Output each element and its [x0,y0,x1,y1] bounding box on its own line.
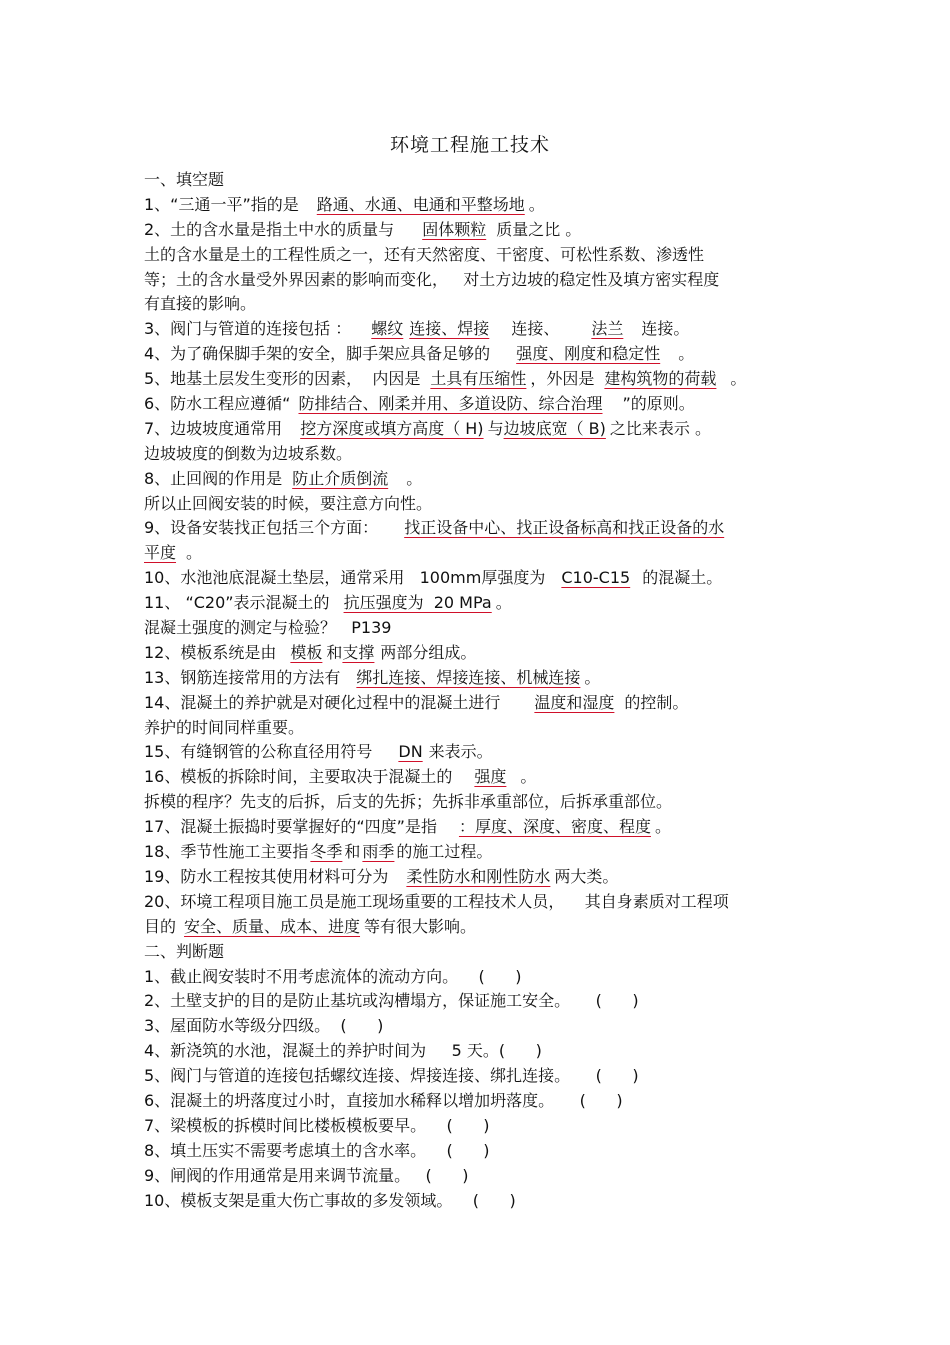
judge-item: 9、闸阀的作用通常是用来调节流量。 ( ) [144,1165,469,1185]
note-text: 混凝土强度的测定与检验？ P139 [144,618,392,638]
question-10: 10、水池池底混凝土垫层，通常采用 100mm厚强度为 C10-C15 的混凝土。 [144,568,723,588]
answer: 强度、刚度和稳定性 [516,344,661,364]
answer: 温度和湿度 [534,692,615,712]
answer: 法兰 [591,319,624,339]
question-3: 3、阀门与管道的连接包括 ： 螺纹 连接、焊接 连接、 法兰 连接。 [144,319,690,339]
question-8: 8、止回阀的作用是 防止介质倒流 。 [144,468,423,488]
question-5: 5、地基土层发生变形的因素， 内因是 土具有压缩性 ，外因是 建构筑物的荷载 。 [144,369,747,389]
note-text: 等；土的含水量受外界因素的影响而变化， 对土方边坡的稳定性及填方密实程度 [144,269,720,289]
question-19: 19、防水工程按其使用材料可分为 柔性防水和刚性防水 两大类。 [144,866,619,886]
answer: C10-C15 [561,568,631,588]
note-text: 养护的时间同样重要。 [144,717,305,737]
judge-item: 3、屋面防水等级分四级。 ( ) [144,1016,384,1036]
judge-item: 6、混凝土的坍落度过小时，直接加水稀释以增加坍落度。 ( ) [144,1090,623,1110]
answer: 安全、质量、成本、进度 [184,916,361,936]
judge-item: 10、模板支架是重大伤亡事故的多发领域。 ( ) [144,1190,516,1210]
question-9: 9、设备安装找正包括三个方面： 找正设备中心、找正设备标高和找正设备的水 [144,516,814,541]
answer: 防止介质倒流 [292,468,389,488]
section-heading: 一、填空题 [144,170,225,189]
question-15: 15、有缝钢管的公称直径用符号 DN 来表示。 [144,742,493,762]
answer: 连接、焊接 [409,319,490,339]
answer: 支撑 [342,642,375,662]
question-13: 13、钢筋连接常用的方法有 绑扎连接、焊接连接、机械连接 。 [144,667,601,687]
answer: 强度 [474,767,507,787]
question-12: 12、模板系统是由 模板 和支撑 两部分组成。 [144,642,477,662]
answer: 螺纹 [371,319,404,339]
question-4: 4、为了确保脚手架的安全，脚手架应具备足够的 强度、刚度和稳定性 。 [144,344,695,364]
answer: 挖方深度或填方高度（ H) [300,418,484,438]
answer: 找正设备中心、找正设备标高和找正设备的水 [404,518,725,538]
question-7: 7、边坡坡度通常用 挖方深度或填方高度（ H) 与边坡底宽（ B) 之比来表示 。 [144,418,711,438]
judge-item: 8、填土压实不需要考虑填土的含水率。 ( ) [144,1140,490,1160]
question-17: 17、混凝土振捣时要掌握好的“四度”是指 ：厚度、深度、密度、程度 。 [144,817,671,837]
note-text: 拆模的程序？先支的后拆，后支的先拆；先拆非承重部位，后拆承重部位。 [144,792,673,812]
answer: 固体颗粒 [422,219,487,239]
answer: 模板 [290,642,323,662]
question-11: 11、 “C20”表示混凝土的 抗压强度为 20 MPa 。 [144,593,512,613]
answer: 绑扎连接、焊接连接、机械连接 [356,667,581,687]
note-text: 所以止回阀安装的时候，要注意方向性。 [144,493,433,513]
question-2: 2、土的含水量是指土中水的质量与 固体颗粒 质量之比 。 [144,219,582,239]
judge-item: 2、土壁支护的目的是防止基坑或沟槽塌方，保证施工安全。 ( ) [144,991,639,1011]
answer: 边坡底宽（ B) [503,418,606,438]
judge-item: 7、梁模板的拆模时间比楼板模板要早。 ( ) [144,1115,490,1135]
answer: 土具有压缩性 [430,369,527,389]
judge-item: 1、截止阀安装时不用考虑流体的流动方向。 ( ) [144,966,522,986]
answer: 平度 [144,543,177,563]
question-20: 20、环境工程项目施工员是施工现场重要的工程技术人员， 其自身素质对工程项 [144,891,729,911]
document-body [144,168,814,1213]
answer: DN [398,742,423,762]
answer: 建构筑物的荷载 [604,369,717,389]
answer: 雨季 [362,842,395,862]
answer: 冬季 [310,842,343,862]
question-14: 14、混凝土的养护就是对硬化过程中的混凝土进行 温度和湿度 的控制。 [144,692,689,712]
question-20-cont: 目的 安全、质量、成本、进度 等有很大影响。 [144,916,477,936]
answer: 抗压强度为 20 MPa [343,593,492,613]
judge-item: 4、新浇筑的水池，混凝土的养护时间为 5 天。( ) [144,1041,542,1061]
answer: 路通、水通、电通和平整场地 [316,194,525,214]
answer: 柔性防水和刚性防水 [406,866,551,886]
note-text: 边坡坡度的倒数为边坡系数。 [144,443,353,463]
question-6: 6、防水工程应遵循“ 防排结合、刚柔并用、多道设防、综合治理 ”的原则。 [144,394,695,414]
question-9-cont: 平度 。 [144,543,203,563]
note-text: 有直接的影响。 [144,294,257,314]
answer: ：厚度、深度、密度、程度 [458,817,651,837]
judge-item: 5、阀门与管道的连接包括螺纹连接、焊接连接、绑扎连接。 ( ) [144,1066,639,1086]
note-text: 土的含水量是土的工程性质之一，还有天然密度、干密度、可松性系数、渗透性 [144,244,705,264]
section-heading: 二、判断题 [144,941,225,961]
document-title: 环境工程施工技术 [389,134,550,156]
answer: 防排结合、刚柔并用、多道设防、综合治理 [298,394,603,414]
question-18: 18、季节性施工主要指 冬季 和 雨季 的施工过程。 [144,842,493,862]
question-1: 1、“三通一平”指的是 路通、水通、电通和平整场地 。 [144,194,545,214]
question-16: 16、模板的拆除时间，主要取决于混凝土的 强度 。 [144,767,537,787]
